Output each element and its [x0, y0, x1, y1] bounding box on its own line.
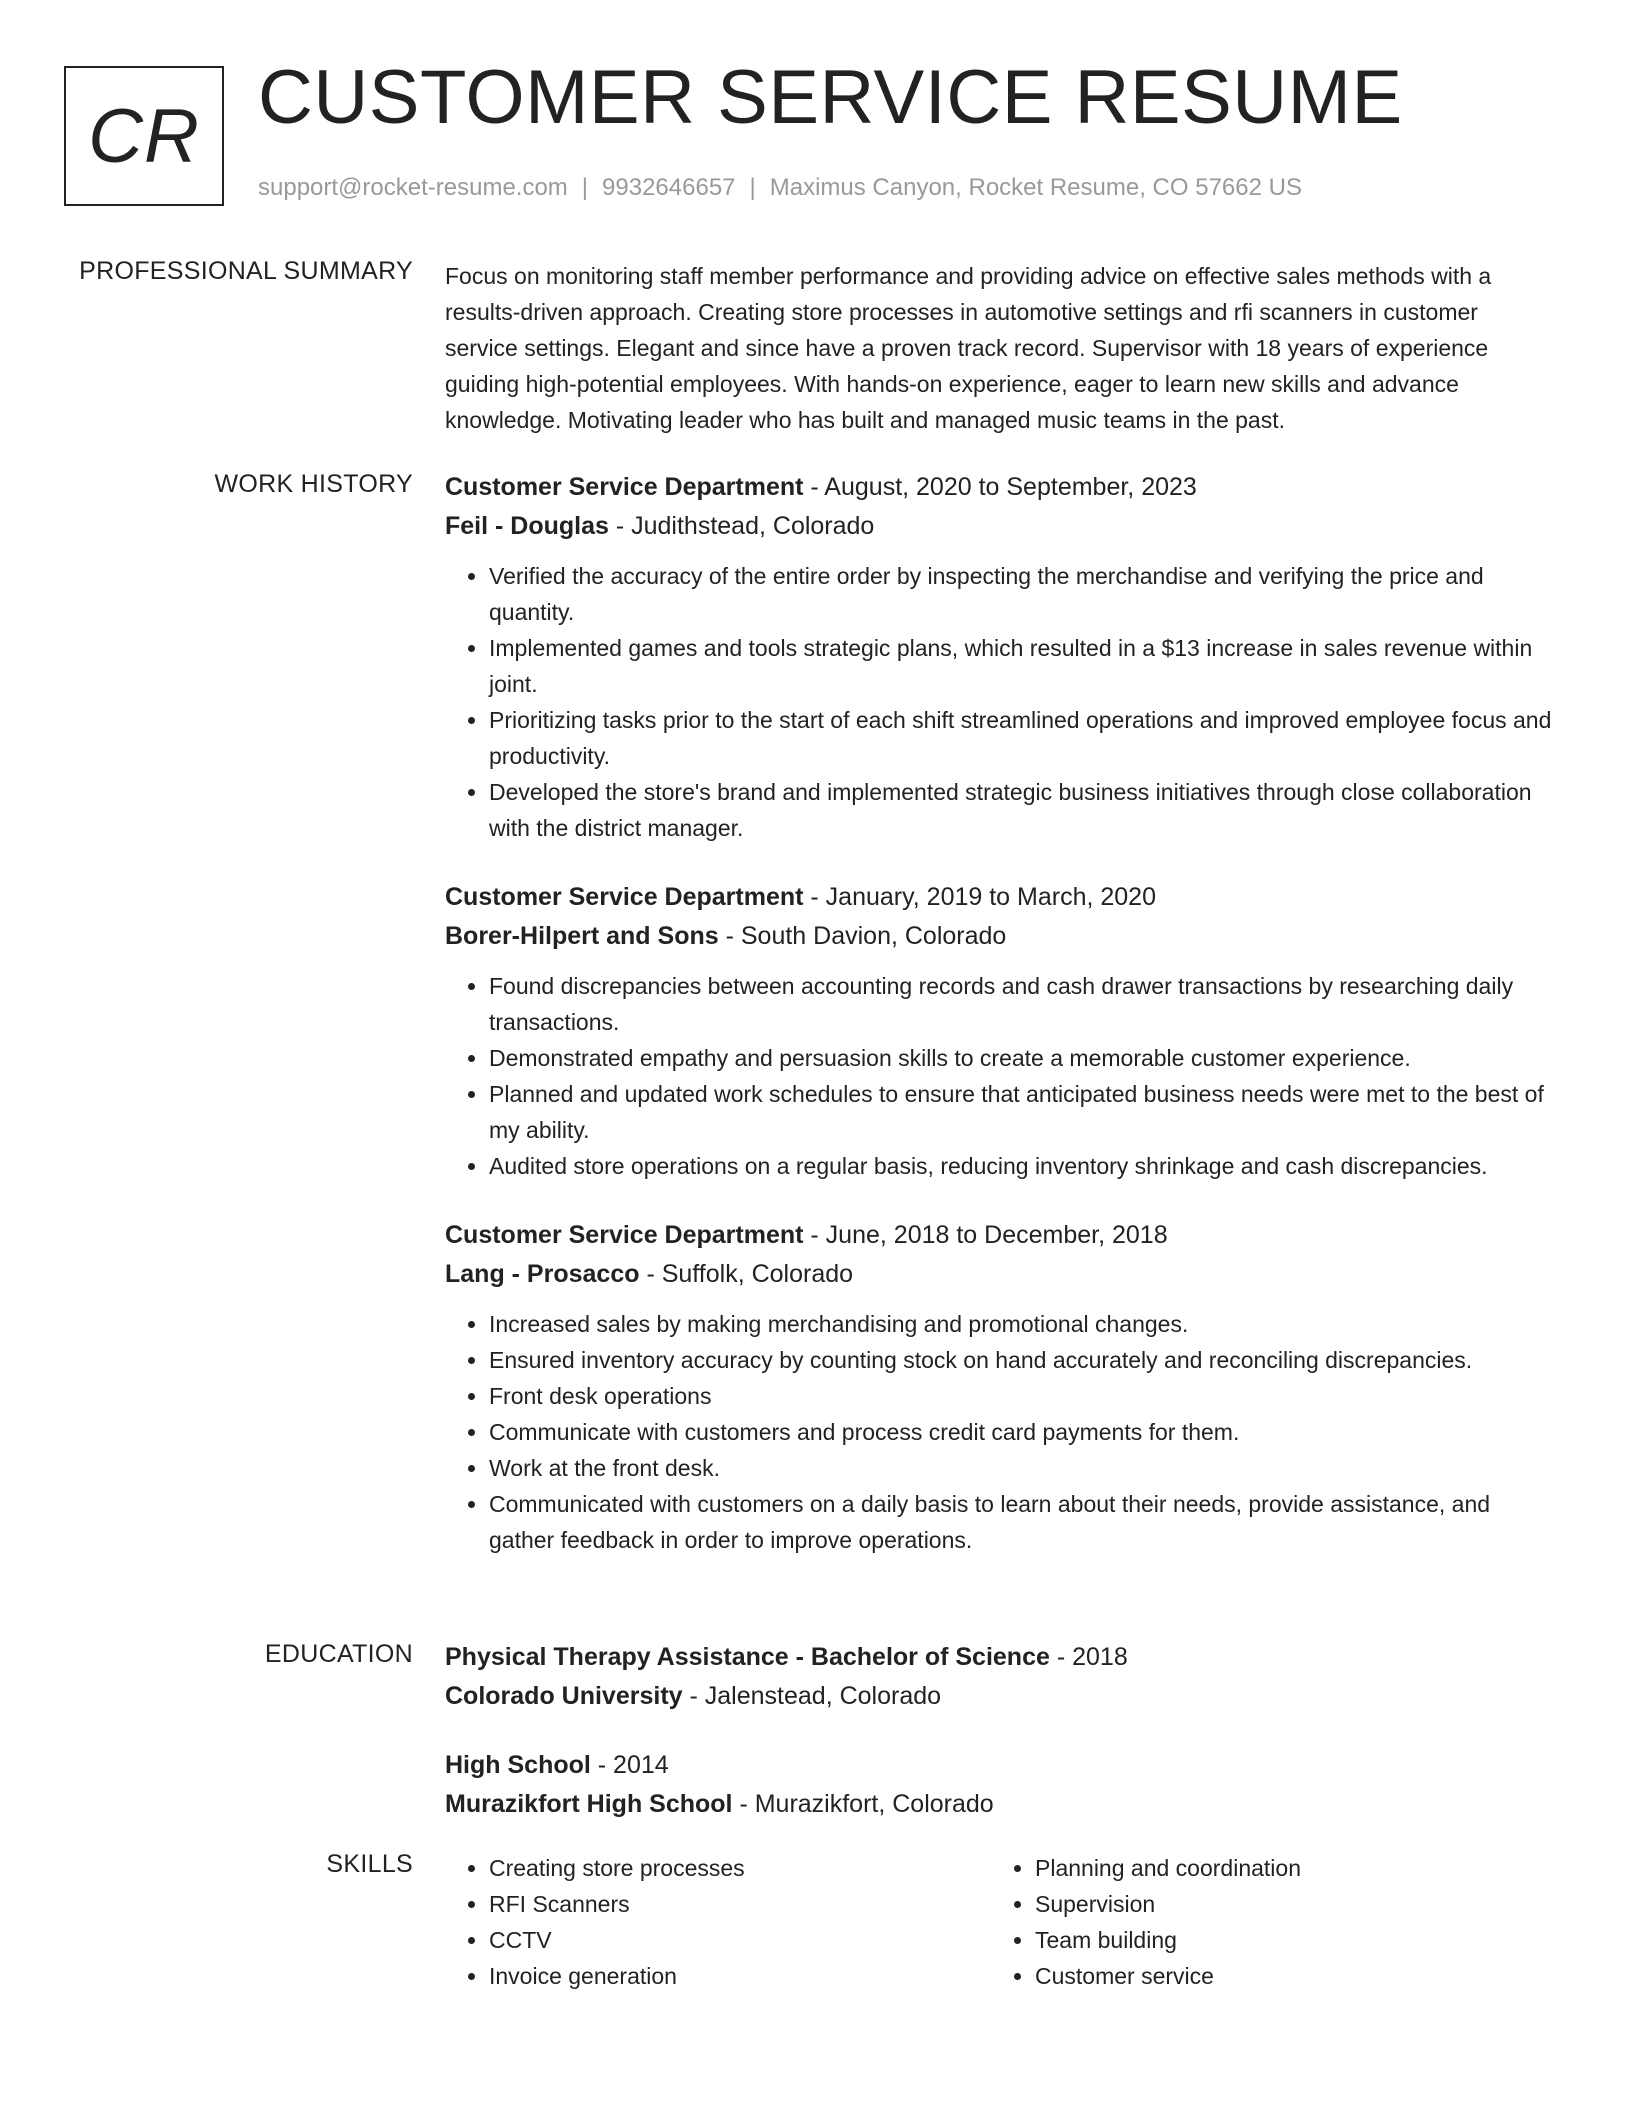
job-bullet: • Increased sales by making merchandising and promotional changes. — [489, 1306, 1557, 1342]
job-company: Borer-Hilpert and Sons — [445, 922, 719, 950]
job-title: Customer Service Department — [445, 473, 804, 501]
skills-column-right — [991, 1850, 1537, 1994]
job-company-line — [445, 917, 1557, 956]
summary-heading: PROFESSIONAL SUMMARY — [79, 257, 413, 285]
job-dates: - June, 2018 to December, 2018 — [803, 1221, 1168, 1249]
education-school-line — [445, 1677, 1557, 1716]
education-school-line — [445, 1785, 1557, 1824]
job-title-line — [445, 1216, 1557, 1255]
skills-body — [445, 1850, 1557, 1994]
contact-line — [258, 174, 1302, 202]
job-dates: - January, 2019 to March, 2020 — [803, 883, 1156, 911]
skill-item: • Invoice generation — [489, 1958, 991, 1994]
job-entry — [445, 468, 1557, 846]
summary-body — [445, 258, 1557, 438]
skills-grid — [445, 1850, 1557, 1994]
work-history-heading: WORK HISTORY — [214, 470, 413, 498]
job-bullet: • Demonstrated empathy and persuasion skills to create a memorable customer experience. — [489, 1040, 1557, 1076]
skill-item: • Supervision — [1035, 1886, 1537, 1922]
skills-heading: SKILLS — [326, 1850, 413, 1878]
education-heading: EDUCATION — [264, 1640, 413, 1668]
education-year: - 2018 — [1049, 1643, 1128, 1671]
education-degree: Physical Therapy Assistance - Bachelor of Science — [445, 1643, 1050, 1671]
job-bullet: • Front desk operations — [489, 1378, 1557, 1414]
skills-list-right — [991, 1850, 1537, 1994]
education-body — [445, 1638, 1557, 1854]
education-location: - Jalenstead, Colorado — [682, 1682, 942, 1710]
contact-email[interactable]: support@rocket-resume.com — [258, 174, 568, 201]
job-dates: - August, 2020 to September, 2023 — [803, 473, 1197, 501]
contact-separator: | — [581, 174, 589, 201]
skill-item: • RFI Scanners — [489, 1886, 991, 1922]
job-company-line — [445, 1255, 1557, 1294]
job-bullet: • Developed the store's brand and implemented strategic business initiatives through close collaboration with the district manager. — [489, 774, 1557, 846]
education-degree-line — [445, 1638, 1557, 1677]
job-bullet: • Planned and updated work schedules to ensure that anticipated business needs were met to the best of my ability. — [489, 1076, 1557, 1148]
education-school: Colorado University — [445, 1682, 683, 1710]
skill-item: • Team building — [1035, 1922, 1537, 1958]
job-title-line — [445, 878, 1557, 917]
skill-item: • Planning and coordination — [1035, 1850, 1537, 1886]
job-company-line — [445, 507, 1557, 546]
job-bullets — [445, 968, 1557, 1184]
education-school: Murazikfort High School — [445, 1790, 733, 1818]
job-title: Customer Service Department — [445, 1221, 804, 1249]
skill-item: • CCTV — [489, 1922, 991, 1958]
job-bullet: • Ensured inventory accuracy by counting stock on hand accurately and reconciling discrepancies. — [489, 1342, 1557, 1378]
contact-separator: | — [749, 174, 756, 201]
education-degree: High School — [445, 1751, 591, 1779]
skills-column-left — [445, 1850, 991, 1994]
work-history-body — [445, 468, 1557, 1590]
summary-text: Focus on monitoring staff member performance and providing advice on effective sales methods with a results-driven approach. Creating store processes in automotive settings and rfi scanners in customer service settings. Elegant and since have a proven track record. Supervisor with 18 years of experience guiding high-potential employees. With hands-on experience, eager to learn new skills and advance knowledge. Motivating leader who has built and managed music teams in the past. — [445, 263, 1492, 433]
job-bullets — [445, 558, 1557, 846]
job-bullets — [445, 1306, 1557, 1558]
monogram-initials: CR — [88, 93, 200, 179]
education-degree-line — [445, 1746, 1557, 1785]
education-year: - 2014 — [590, 1751, 669, 1779]
job-bullet: • Verified the accuracy of the entire order by inspecting the merchandise and verifying the price and quantity. — [489, 558, 1557, 630]
skills-list-left — [445, 1850, 991, 1994]
monogram-box — [64, 66, 224, 206]
job-title-line — [445, 468, 1557, 507]
job-bullet: • Prioritizing tasks prior to the start of each shift streamlined operations and improved employee focus and productivity. — [489, 702, 1557, 774]
job-bullet: • Work at the front desk. — [489, 1450, 1557, 1486]
resume-title: CUSTOMER SERVICE RESUME — [258, 55, 1403, 140]
education-entry — [445, 1638, 1557, 1716]
job-entry — [445, 878, 1557, 1184]
job-bullet: • Implemented games and tools strategic plans, which resulted in a $13 increase in sales revenue within joint. — [489, 630, 1557, 702]
job-company: Feil - Douglas — [445, 512, 609, 540]
job-bullet: • Found discrepancies between accounting records and cash drawer transactions by researching daily transactions. — [489, 968, 1557, 1040]
job-bullet: • Communicate with customers and process credit card payments for them. — [489, 1414, 1557, 1450]
contact-address: Maximus Canyon, Rocket Resume, CO 57662 US — [769, 174, 1302, 201]
skill-item: • Creating store processes — [489, 1850, 991, 1886]
job-location: - Judithstead, Colorado — [608, 512, 875, 540]
job-entry — [445, 1216, 1557, 1558]
education-entry — [445, 1746, 1557, 1824]
job-location: - Suffolk, Colorado — [639, 1260, 854, 1288]
contact-phone[interactable]: 9932646657 — [602, 174, 736, 201]
education-location: - Murazikfort, Colorado — [732, 1790, 994, 1818]
job-bullet: • Audited store operations on a regular basis, reducing inventory shrinkage and cash discrepancies. — [489, 1148, 1557, 1184]
job-title: Customer Service Department — [445, 883, 804, 911]
job-location: - South Davion, Colorado — [718, 922, 1007, 950]
job-company: Lang - Prosacco — [445, 1260, 640, 1288]
job-bullet: • Communicated with customers on a daily basis to learn about their needs, provide assistance, and gather feedback in order to improve operations. — [489, 1486, 1557, 1558]
skill-item: • Customer service — [1035, 1958, 1537, 1994]
